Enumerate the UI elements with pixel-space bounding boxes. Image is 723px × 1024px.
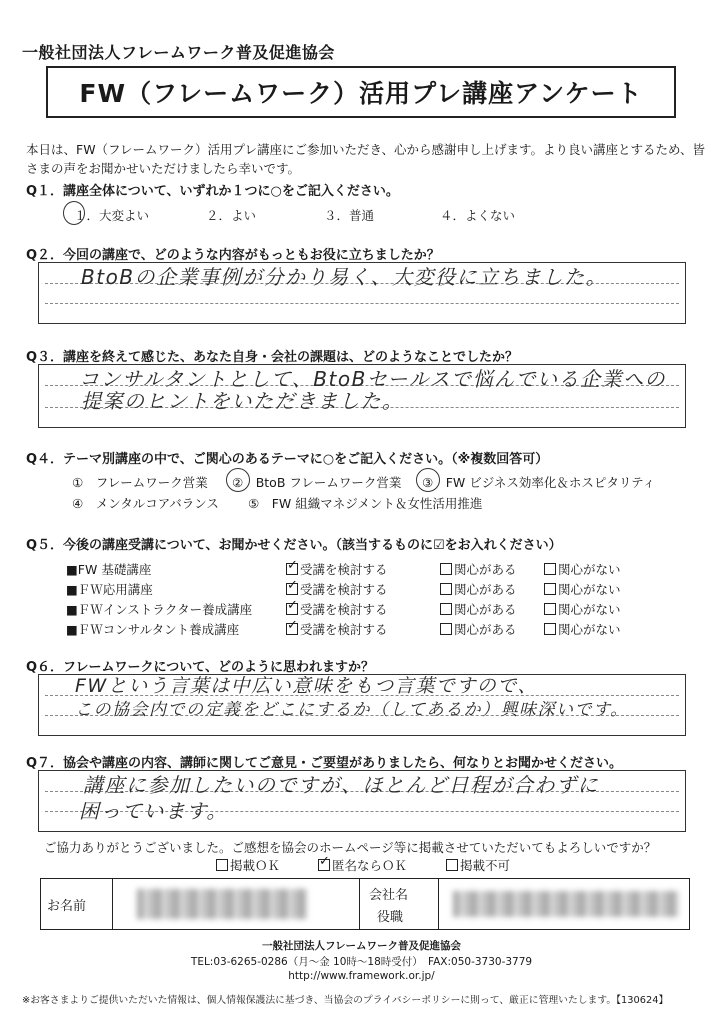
privacy-note: ※お客さまよりご提供いただいた情報は、個人情報保護法に基づき、当協会のプライバシーポリシーに則って、厳正に管理いたします。【130624】: [22, 995, 669, 1006]
q4-selection-circle-2: [226, 468, 250, 492]
q7-question: Q７．協会や講座の内容、講師に関してご意見・ご要望がありましたら、何なりとお聞かせください。: [26, 756, 623, 771]
q6-answer-box[interactable]: [38, 674, 686, 736]
checkbox[interactable]: [216, 859, 228, 871]
q5-row-2-interested[interactable]: 関心がある: [440, 580, 517, 598]
checkbox-checked[interactable]: [286, 563, 298, 575]
company-redacted: [453, 891, 679, 917]
q5-row-3-not-interested[interactable]: 関心がない: [544, 600, 621, 618]
q2-answer-box[interactable]: [38, 262, 686, 324]
footer-url[interactable]: http://www.framework.or.jp/: [288, 970, 435, 982]
q7-answer-line2: 困っています。: [79, 799, 228, 823]
q1-option-1[interactable]: １．大変よい: [74, 208, 150, 223]
q5-row-1-consider[interactable]: ✓ 受講を検討する: [286, 560, 388, 578]
q2-question: Q２．今回の講座で、どのような内容がもっともお役に立ちましたか？: [26, 248, 440, 263]
q4-selection-circle-3: [416, 468, 440, 492]
checkbox[interactable]: [544, 583, 556, 595]
q3-answer-line2: 提案のヒントをいただきました。: [81, 389, 404, 413]
q6-answer-line2: この協会内での定義をどこにするか（してあるか）興味深いです。: [75, 700, 629, 720]
q7-answer-box[interactable]: [38, 770, 686, 832]
q4-option-1[interactable]: ① フレームワーク営業: [72, 475, 208, 490]
checkbox-checked[interactable]: [318, 859, 330, 871]
company-label: 会社名: [369, 888, 409, 903]
title-label: 役職: [377, 910, 404, 925]
footer-contact: TEL:03-6265-0286（月〜金 10時〜18時受付） FAX:050-3730-3779: [190, 956, 533, 968]
checkbox[interactable]: [440, 603, 452, 615]
q5-row-3-label: ■ＦＷインストラクター養成講座: [66, 602, 253, 617]
page-title: FW（フレームワーク）活用プレ講座アンケート: [79, 79, 643, 108]
q5-question: Q５．今後の講座受講について、お聞かせください。（該当するものに☑をお入れください）: [26, 538, 562, 553]
q6-question: Q６．フレームワークについて、どのように思われますか？: [26, 660, 375, 675]
q1-question: Q１．講座全体について、いずれか１つに○をご記入ください。: [26, 184, 399, 199]
q1-option-2[interactable]: ２．よい: [206, 208, 257, 223]
q2-answer: BtoBの企業事例が分かり易く、大変役に立ちました。: [81, 265, 608, 289]
q3-answer-box[interactable]: [38, 364, 686, 428]
checkbox[interactable]: [440, 583, 452, 595]
checkbox[interactable]: [544, 603, 556, 615]
footer-org: 一般社団法人フレームワーク普及促進協会: [261, 940, 462, 952]
consent-question: ご協力ありがとうございました。ご感想を協会のホームページ等に掲載させていただいてもよろしいですか？: [44, 840, 657, 855]
name-label: お名前: [47, 899, 87, 914]
consent-option-ok[interactable]: 掲載ＯＫ: [216, 856, 280, 874]
checkbox[interactable]: [544, 563, 556, 575]
q3-question: Q３．講座を終えて感じた、あなた自身・会社の課題は、どのようなことでしたか？: [26, 350, 519, 365]
checkbox[interactable]: [440, 563, 452, 575]
checkbox[interactable]: [440, 623, 452, 635]
checkbox-checked[interactable]: [286, 603, 298, 615]
q4-question: Q４．テーマ別講座の中で、ご関心のあるテーマに○をご記入ください。（※複数回答可）: [26, 452, 549, 467]
org-name: 一般社団法人フレームワーク普及促進協会: [22, 43, 335, 62]
q4-option-2[interactable]: ② BtoB フレームワーク営業: [232, 475, 402, 490]
contact-table: [40, 878, 690, 930]
q4-option-5[interactable]: ⑤ FW 組織マネジメント＆女性活用推進: [248, 496, 483, 511]
q3-answer-line1: コンサルタントとして、BtoBセールスで悩んでいる企業への: [79, 367, 667, 391]
consent-option-anonymous[interactable]: ✓ 匿名ならＯＫ: [318, 856, 407, 874]
q5-row-2-consider[interactable]: ✓ 受講を検討する: [286, 580, 388, 598]
q1-selection-circle: [63, 201, 85, 225]
q5-row-4-not-interested[interactable]: 関心がない: [544, 620, 621, 638]
checkbox[interactable]: [446, 859, 458, 871]
checkbox[interactable]: [544, 623, 556, 635]
q1-option-4[interactable]: ４．よくない: [440, 208, 516, 223]
checkbox-checked[interactable]: [286, 583, 298, 595]
checkbox-checked[interactable]: [286, 623, 298, 635]
title-box: [46, 66, 676, 118]
q1-option-3[interactable]: ３．普通: [324, 208, 375, 223]
q5-row-4-consider[interactable]: ✓ 受講を検討する: [286, 620, 388, 638]
consent-option-no[interactable]: 掲載不可: [446, 856, 510, 874]
name-redacted: [137, 889, 307, 919]
q7-answer-line1: 講座に参加したいのですが、ほとんど日程が合わずに: [83, 773, 599, 797]
q5-row-3-interested[interactable]: 関心がある: [440, 600, 517, 618]
q5-row-4-interested[interactable]: 関心がある: [440, 620, 517, 638]
intro-text: 本日は、FW（フレームワーク）活用プレ講座にご参加いただき、心から感謝申し上げます。より良い講座とするため、皆さまの声をお聞かせいただけましたら幸いです。: [26, 142, 706, 176]
q4-option-4[interactable]: ④ メンタルコアバランス: [72, 496, 219, 511]
q4-option-3[interactable]: ③ FW ビジネス効率化＆ホスピタリティ: [422, 475, 656, 490]
q5-row-4-label: ■ＦＷコンサルタント養成講座: [66, 622, 240, 637]
q5-row-1-label: ■FW 基礎講座: [66, 562, 152, 577]
q5-row-3-consider[interactable]: ✓ 受講を検討する: [286, 600, 388, 618]
q5-row-1-not-interested[interactable]: 関心がない: [544, 560, 621, 578]
q5-row-1-interested[interactable]: 関心がある: [440, 560, 517, 578]
q5-row-2-label: ■ＦＷ応用講座: [66, 582, 153, 597]
q6-answer-line1: FWという言葉は中広い意味をもつ言葉ですので、: [75, 675, 538, 697]
q5-row-2-not-interested[interactable]: 関心がない: [544, 580, 621, 598]
